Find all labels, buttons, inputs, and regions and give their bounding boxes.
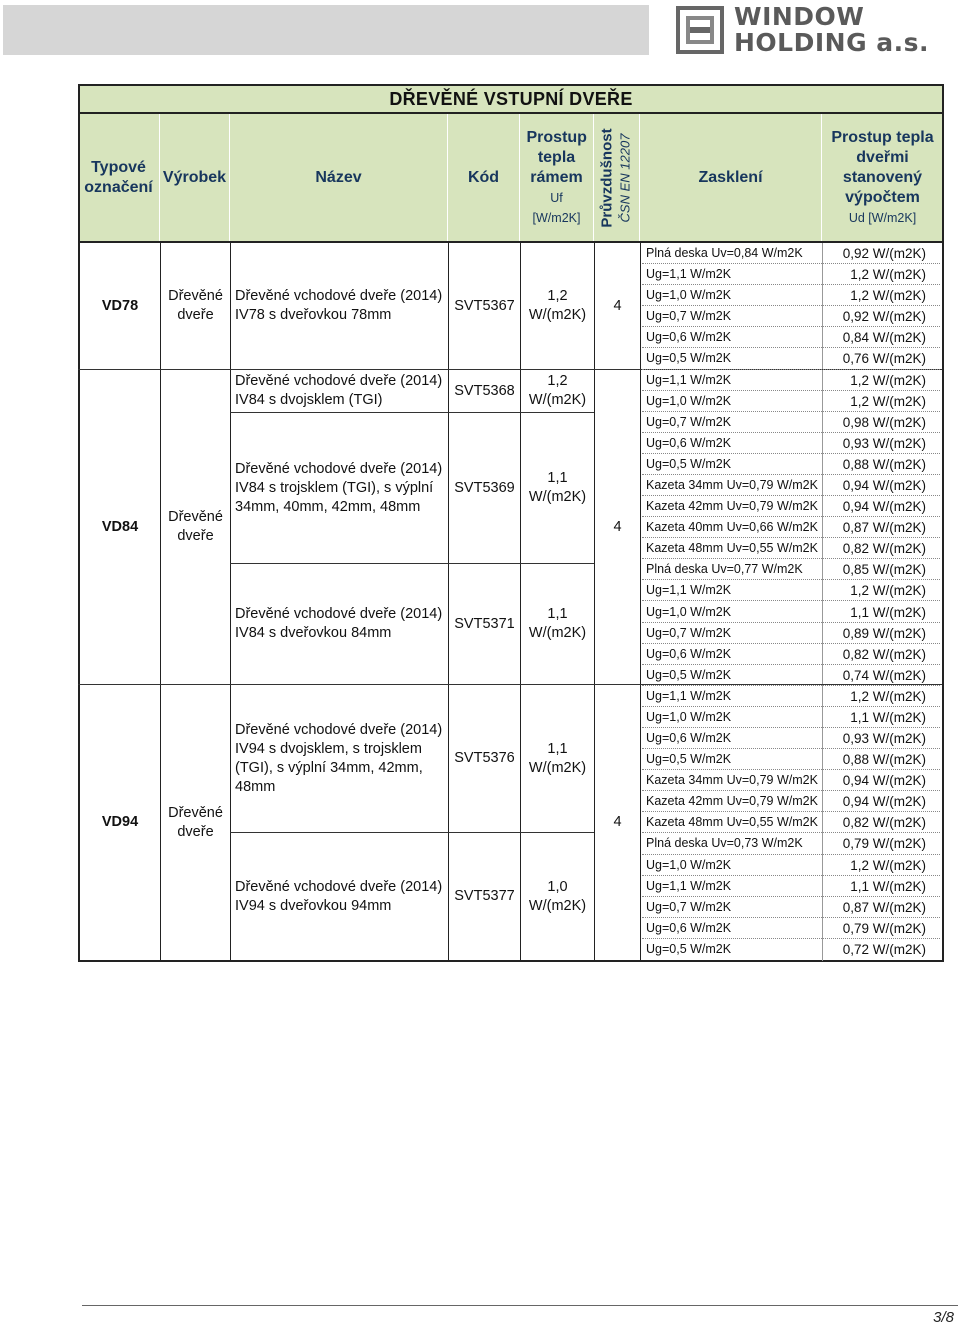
header-pruvzdusnost-norm: ČSN EN 12207 [617,133,633,223]
window-logo-icon [676,6,726,54]
product-kod: SVT5376 [454,750,515,766]
product-nazev: Dřevěné vchodové dveře (2014) IV84 s dveřovkou 84mm [235,606,443,641]
glazing-type: Ug=1,1 W/m2K [646,372,732,387]
glazing-type: Ug=0,7 W/m2K [646,625,732,640]
product-nazev: Dřevěné vchodové dveře (2014) IV94 s dvojsklem, s trojsklem (TGI), s výplní 34mm, 42mm, 48mm [235,721,443,795]
door-u-value: 0,84 W/(m2K) [842,330,926,346]
header-prostup-ramem-label: Prostup tepla rámem [526,129,587,186]
glazing-row [640,264,942,285]
page-number: 3/8 [933,1309,954,1326]
door-u-value: 0,87 W/(m2K) [842,520,926,536]
company-logo [676,4,956,58]
glazing-row [640,770,942,791]
group-typ: VD84 [101,518,139,535]
glazing-type: Ug=0,6 W/m2K [646,731,732,746]
door-u-value: 0,82 W/(m2K) [842,541,926,557]
product-nazev: Dřevěné vchodové dveře (2014) IV84 s trojsklem (TGI), s výplní 34mm, 40mm, 42mm, 48mm [235,460,443,515]
group-vyrobek: Dřevěné dveře [168,509,223,544]
glazing-type: Ug=0,6 W/m2K [646,330,732,345]
glazing-type: Plná deska Uv=0,73 W/m2K [646,836,803,851]
door-u-value: 0,93 W/(m2K) [842,731,926,747]
group-vyrobek: Dřevěné dveře [168,804,223,840]
group-typ: VD94 [101,814,139,830]
glazing-row [640,602,942,623]
glazing-type: Ug=1,0 W/m2K [646,709,732,724]
door-u-value: 0,94 W/(m2K) [842,477,926,493]
glazing-type: Kazeta 34mm Uv=0,79 W/m2K [646,477,818,492]
border-bottom [78,960,944,962]
glazing-row [640,791,942,812]
glazing-row [640,454,942,475]
glazing-type: Ug=0,6 W/m2K [646,435,732,450]
door-u-value: 0,98 W/(m2K) [842,414,926,430]
glazing-type: Ug=0,6 W/m2K [646,646,732,661]
header-vyrobek: Výrobek [160,114,230,242]
glazing-type: Kazeta 48mm Uv=0,55 W/m2K [646,815,818,830]
door-u-value: 0,89 W/(m2K) [842,625,926,641]
header-pruvzdusnost [594,114,640,242]
door-u-value: 0,92 W/(m2K) [842,309,926,325]
header-prostup-ramem [520,114,594,242]
header-prostup-dvermi-label: Prostup tepla dveřmi stanovený výpočtem [831,129,934,206]
glazing-type: Ug=1,0 W/m2K [646,288,732,303]
product-nazev: Dřevěné vchodové dveře (2014) IV84 s dvojsklem (TGI) [235,373,443,408]
glazing-type: Ug=0,7 W/m2K [646,309,732,324]
glazing-type: Plná deska Uv=0,84 W/m2K [646,246,803,260]
product-uf: 1,0 W/(m2K) [528,878,587,914]
product-kod: SVT5367 [454,297,515,314]
glazing-row [640,876,942,897]
glazing-row [640,728,942,749]
glazing-row [640,475,942,496]
header-zaskleni: Zasklení [640,114,822,242]
group-pruvzdusnost: 4 [613,814,622,830]
door-u-value: 1,1 W/(m2K) [850,878,926,894]
door-u-value: 0,94 W/(m2K) [842,794,926,810]
header-prostup-dvermi-unit: Ud [W/m2K] [848,211,917,225]
glazing-type: Ug=0,7 W/m2K [646,414,732,429]
glazing-row [640,939,942,960]
header-pruvzdusnost-text [599,128,635,227]
group-pruvzdusnost: 4 [613,297,622,314]
glazing-row [640,538,942,559]
glazing-type: Ug=1,1 W/m2K [646,878,732,893]
glazing-row [640,580,942,601]
table-title: DŘEVĚNÉ VSTUPNÍ DVEŘE [78,84,944,114]
product-kod: SVT5368 [454,382,515,399]
glazing-type: Ug=1,0 W/m2K [646,604,732,619]
glazing-type: Ug=1,0 W/m2K [646,857,732,872]
glazing-row [640,391,942,412]
door-u-value: 1,2 W/(m2K) [850,583,926,599]
group-typ: VD78 [101,297,139,314]
product-kod: SVT5369 [454,479,515,496]
glazing-type: Plná deska Uv=0,77 W/m2K [646,562,803,577]
header-prostup-dvermi [822,114,944,242]
door-u-value: 1,2 W/(m2K) [850,857,926,873]
product-uf: 1,1 W/(m2K) [528,606,587,641]
glazing-row [640,665,942,686]
group-pruvzdusnost: 4 [613,518,622,535]
door-u-value: 1,2 W/(m2K) [850,267,926,283]
glazing-row [640,644,942,665]
glazing-row [640,855,942,876]
door-u-value: 0,79 W/(m2K) [842,920,926,936]
header-pruvzdusnost-label: Průvzdušnost [598,128,616,228]
glazing-row [640,348,942,369]
glazing-type: Ug=0,6 W/m2K [646,920,732,935]
glazing-row [640,370,942,391]
doors-table [78,84,944,962]
header-kod: Kód [448,114,520,242]
logo-text [734,4,929,56]
door-u-value: 0,82 W/(m2K) [842,646,926,662]
door-u-value: 0,94 W/(m2K) [842,773,926,789]
footer-line [82,1305,958,1306]
product-nazev: Dřevěné vchodové dveře (2014) IV94 s dveřovkou 94mm [235,878,443,914]
door-u-value: 1,2 W/(m2K) [850,288,926,304]
glazing-row [640,306,942,327]
group-vyrobek: Dřevěné dveře [168,288,223,323]
glazing-type: Ug=0,5 W/m2K [646,667,732,682]
door-u-value: 0,76 W/(m2K) [842,351,926,367]
glazing-row [640,433,942,454]
logo-line-1: WINDOW [734,2,865,31]
header-bar [3,5,649,55]
door-u-value: 0,85 W/(m2K) [842,562,926,578]
header-nazev: Název [230,114,448,242]
door-u-value: 0,79 W/(m2K) [842,836,926,852]
glazing-type: Kazeta 42mm Uv=0,79 W/m2K [646,499,818,514]
glazing-type: Ug=1,1 W/m2K [646,267,732,282]
glazing-row [640,496,942,517]
glazing-row [640,243,942,264]
glazing-row [640,897,942,918]
product-uf: 1,2 W/(m2K) [528,288,587,323]
glazing-row [640,749,942,770]
glazing-type: Ug=0,5 W/m2K [646,752,732,767]
glazing-row [640,285,942,306]
door-u-value: 0,87 W/(m2K) [842,899,926,915]
glazing-row [640,833,942,854]
glazing-type: Ug=0,5 W/m2K [646,941,732,956]
door-u-value: 0,74 W/(m2K) [842,667,926,683]
product-uf: 1,1 W/(m2K) [528,470,587,505]
door-u-value: 1,1 W/(m2K) [850,709,926,725]
glazing-list [640,243,942,960]
glazing-row [640,559,942,580]
product-uf: 1,2 W/(m2K) [528,373,587,408]
door-u-value: 0,88 W/(m2K) [842,752,926,768]
door-u-value: 1,2 W/(m2K) [850,688,926,704]
product-uf: 1,1 W/(m2K) [528,740,587,776]
door-u-value: 0,72 W/(m2K) [842,941,926,957]
glazing-row [640,517,942,538]
door-u-value: 1,2 W/(m2K) [850,372,926,388]
glazing-row [640,623,942,644]
product-nazev: Dřevěné vchodové dveře (2014) IV78 s dveřovkou 78mm [235,288,443,323]
door-u-value: 0,94 W/(m2K) [842,499,926,515]
glazing-type: Kazeta 48mm Uv=0,55 W/m2K [646,541,818,556]
glazing-type: Kazeta 42mm Uv=0,79 W/m2K [646,794,818,809]
product-kod: SVT5377 [454,888,515,904]
glazing-type: Ug=1,1 W/m2K [646,688,732,703]
glazing-type: Ug=0,7 W/m2K [646,899,732,914]
glazing-type: Kazeta 40mm Uv=0,66 W/m2K [646,520,818,535]
glazing-type: Ug=0,5 W/m2K [646,351,732,366]
glazing-row [640,686,942,707]
glazing-row [640,412,942,433]
door-u-value: 1,2 W/(m2K) [850,393,926,409]
glazing-row [640,327,942,348]
glazing-type: Ug=0,5 W/m2K [646,456,732,471]
glazing-type: Kazeta 34mm Uv=0,79 W/m2K [646,773,818,788]
door-u-value: 0,93 W/(m2K) [842,435,926,451]
border-right [942,84,944,962]
door-u-value: 1,1 W/(m2K) [850,604,926,620]
glazing-row [640,707,942,728]
header-typ: Typové označení [78,114,160,242]
header-prostup-ramem-unit: Uf [W/m2K] [532,191,581,225]
door-u-value: 0,82 W/(m2K) [842,815,926,831]
glazing-row [640,812,942,833]
door-u-value: 0,88 W/(m2K) [842,456,926,472]
glazing-type: Ug=1,0 W/m2K [646,393,732,408]
product-kod: SVT5371 [454,615,515,632]
logo-line-2: HOLDING a.s. [734,28,930,57]
glazing-row [640,918,942,939]
glazing-type: Ug=1,1 W/m2K [646,583,732,598]
door-u-value: 0,92 W/(m2K) [842,246,926,261]
